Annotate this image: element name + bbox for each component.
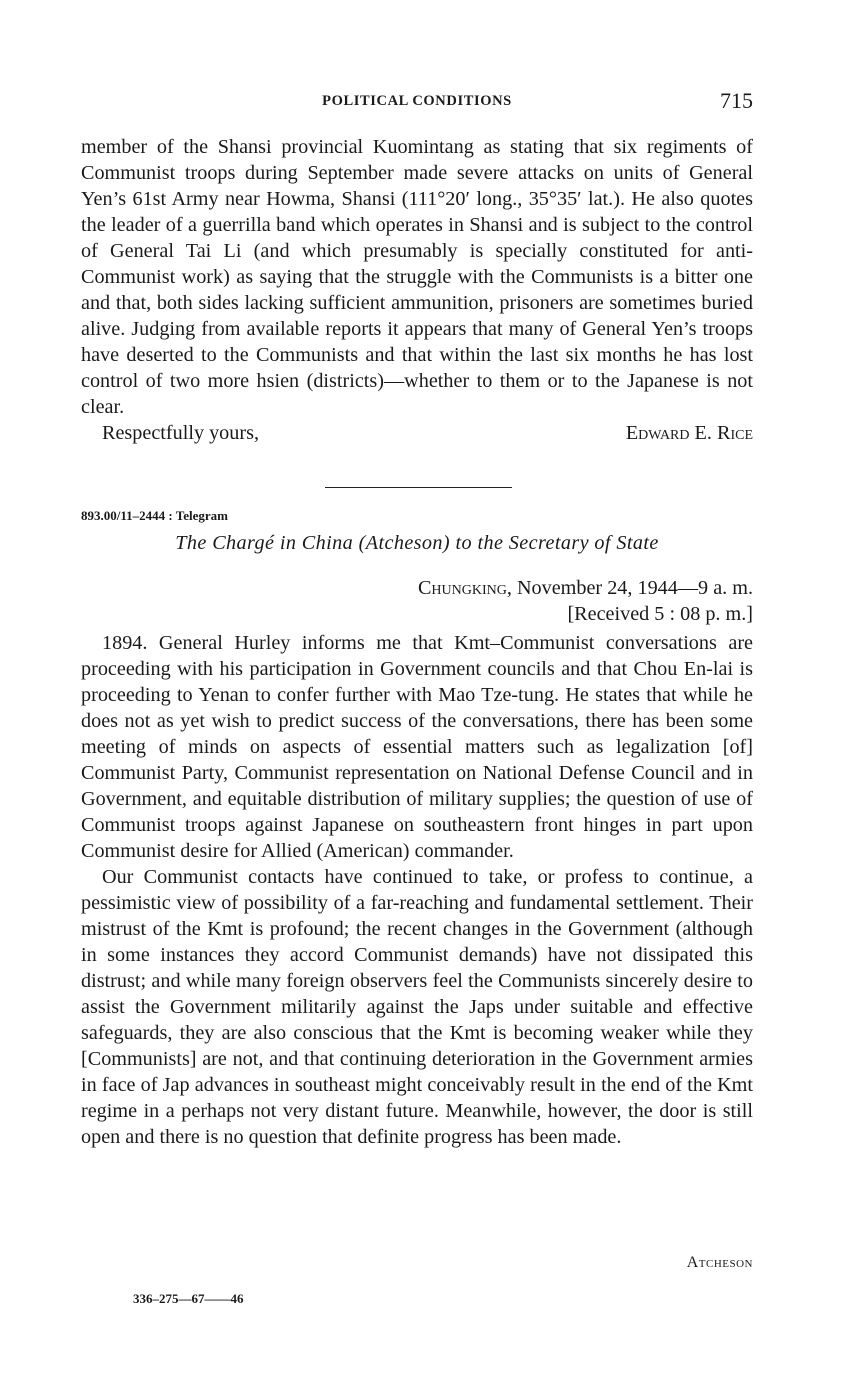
print-code: 336–275—67——46 (133, 1291, 244, 1306)
continued-paragraph: member of the Shansi provincial Kuomintang as stating that six regiments of Communist troops during September made severe attacks on units of General Yen’s 61st Army near Howma, Shansi (111°20′ long., 35°35′ lat.). He also quotes the leader of a guerrilla band which operates in Shansi and is subject to the control of General Tai Li (and which presumably is specially constituted for anti-Communist work) as saying that the struggle with the Communists is a bitter one and that, both sides lacking sufficient ammunition, prisoners are sometimes buried alive. Judging from available reports it appears that many of General Yen’s troops have deserted to the Communists and that within the last six months he has lost control of two more hsien (districts)—whether to them or to the Japanese is not clear. (81, 136, 753, 418)
running-title: POLITICAL CONDITIONS (322, 93, 512, 109)
complimentary-close: Respectfully yours, (102, 422, 259, 444)
dateline-sent (418, 575, 753, 601)
dateline-date: , November 24, 1944—9 a. m. (506, 577, 753, 599)
telegram-signature: Atcheson (686, 1254, 753, 1271)
dateline (418, 575, 753, 627)
continued-letter (81, 134, 753, 446)
telegram-paragraph: Our Communist contacts have continued to take, or profess to continue, a pessimistic view of possibility of a far-reaching and fundamental settlement. Their mistrust of the Kmt is profound; the recent changes in the Government (although in some instances they accord Communist demands) have not dissipated this distrust; and while many foreign observers feel the Communists sincerely desire to assist the Government militarily against the Japs under suitable and effective safeguards, they are also conscious that the Kmt is becoming weaker while they [Communists] are not, and that continuing deterioration in the Government armies in face of Jap advances in southeast might conceivably result in the end of the Kmt regime in a perhaps not very distant future. Meanwhile, however, the door is still open and there is no question that definite progress has been made. (81, 866, 753, 1148)
file-reference: 893.00/11–2444 : Telegram (81, 508, 228, 523)
section-divider (325, 487, 512, 488)
dateline-place: Chungking (417, 577, 507, 599)
page-number: 715 (720, 88, 753, 113)
document-title: The Chargé in China (Atcheson) to the Secretary of State (175, 532, 659, 554)
running-header (81, 88, 753, 118)
telegram-paragraph: 1894. General Hurley informs me that Kmt–Communist conversations are proceeding with his participation in Government councils and that Chou En-lai is proceeding to Yenan to confer further with Mao Tze-tung. He states that while he does not as yet wish to predict success of the conversations, there has been some meeting of minds on aspects of essential matters such as legalization [of] Communist Party, Communist representation on National Defense Council and in Government, and equitable distribution of military supplies; the question of use of Communist troops against Japanese on southeastern front hinges in part upon Communist desire for Allied (American) commander. (81, 632, 753, 862)
letter-signer: Edward E. Rice (625, 422, 753, 444)
telegram-body (81, 630, 753, 1150)
dateline-received: [Received 5 : 08 p. m.] (567, 603, 753, 625)
letter-closing-row (81, 420, 753, 446)
